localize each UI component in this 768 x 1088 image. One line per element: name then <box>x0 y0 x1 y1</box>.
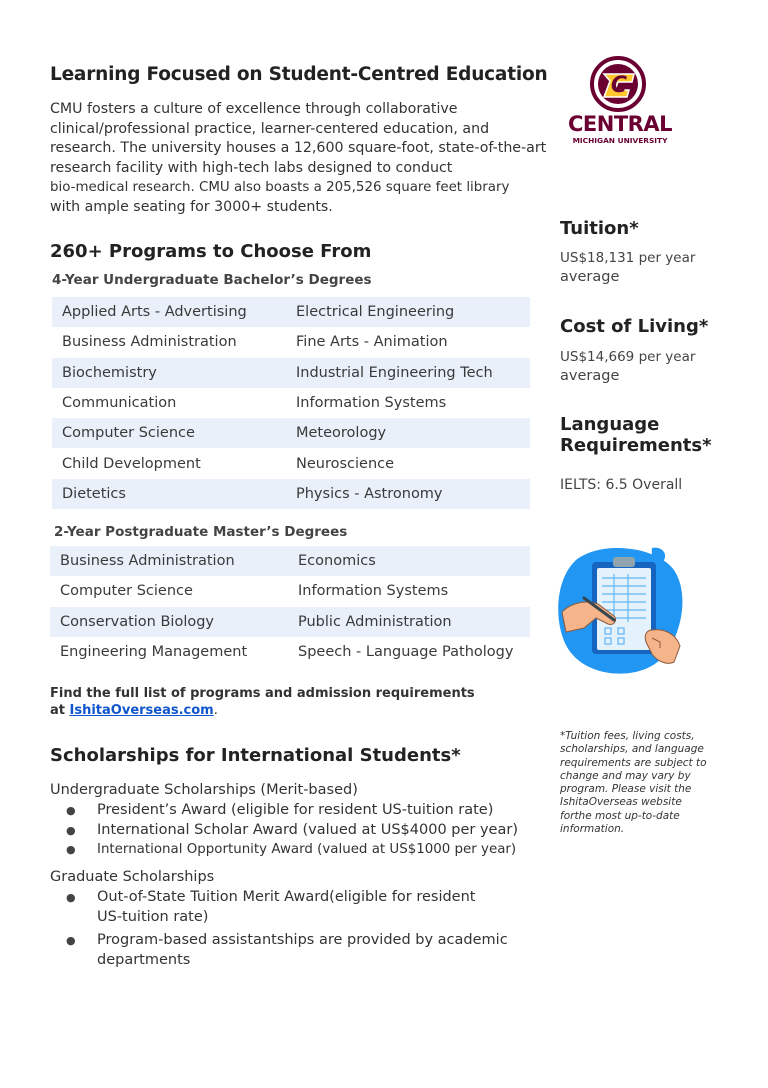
cmu-c-emblem-icon <box>560 56 680 114</box>
tuition-value <box>560 249 695 287</box>
program-cell: Business Administration <box>50 546 288 576</box>
table-row <box>52 418 530 448</box>
logo-wordmark: CENTRAL <box>568 112 672 136</box>
program-cell: Communication <box>62 395 177 412</box>
scholarships-heading: Scholarships for International Students* <box>50 745 461 766</box>
program-cell: Business Administration <box>62 334 237 351</box>
program-cell: Speech - Language Pathology <box>298 644 514 661</box>
table-row <box>52 479 530 509</box>
list-item: ● Program-based assistantships are provided by academic departments <box>50 931 528 970</box>
program-cell: Computer Science <box>52 418 286 448</box>
program-cell: Industrial Engineering Tech <box>286 358 530 388</box>
undergrad-heading: 4-Year Undergraduate Bachelor’s Degrees <box>52 272 372 288</box>
language-heading <box>560 414 712 456</box>
find-programs-note <box>50 685 475 719</box>
language-value: IELTS: 6.5 Overall <box>560 477 683 493</box>
table-row <box>52 388 530 418</box>
living-value <box>560 348 695 386</box>
table-row <box>50 637 530 667</box>
postgrad-heading: 2-Year Postgraduate Master’s Degrees <box>54 524 348 540</box>
list-item: ● Out-of-State Tuition Merit Award(eligible for resident US-tuition rate) <box>50 888 528 927</box>
program-cell: Applied Arts - Advertising <box>52 297 286 327</box>
undergrad-programs-table <box>52 297 530 509</box>
program-cell: Neuroscience <box>296 455 395 472</box>
find-note-prefix: at <box>50 703 70 718</box>
grad-scholarships-list <box>50 888 528 970</box>
intro-paragraph <box>50 100 547 217</box>
table-row <box>50 576 530 606</box>
intro-line: bio-medical research. CMU also boasts a 205,526 square feet library <box>50 180 510 195</box>
program-cell: Economics <box>288 546 530 576</box>
living-heading: Cost of Living* <box>560 316 709 337</box>
program-cell: Dietetics <box>52 479 286 509</box>
living-note: average <box>560 368 620 384</box>
intro-line: research. The university houses a 12,600 square-foot, state-of-the-art <box>50 140 547 156</box>
ishita-overseas-link[interactable]: IshitaOverseas.com <box>69 703 214 718</box>
disclaimer-note: *Tuition fees, living costs, scholarships, and language requirements are subject to change and may vary by program. Please visit the IshitaOverseas website forthe most up-to-date information. <box>560 730 707 836</box>
postgrad-programs-table <box>50 546 530 667</box>
program-cell: Computer Science <box>60 583 193 600</box>
program-cell: Public Administration <box>288 607 530 637</box>
list-item: ● President’s Award (eligible for resident US-tuition rate) <box>50 801 550 821</box>
intro-line: CMU fosters a culture of excellence through collaborative <box>50 101 458 117</box>
table-row <box>50 607 530 637</box>
program-cell: Electrical Engineering <box>286 297 530 327</box>
find-note-suffix: . <box>213 703 218 718</box>
undergrad-scholarships-label: Undergraduate Scholarships (Merit-based) <box>50 782 358 798</box>
intro-line: research facility with high-tech labs designed to conduct <box>50 159 453 176</box>
find-note-line2 <box>50 702 475 719</box>
tuition-amount: US$18,131 per year <box>560 250 696 266</box>
table-row <box>52 358 530 388</box>
undergrad-scholarships-list <box>50 801 550 860</box>
logo-subtext: MICHIGAN UNIVERSITY <box>572 136 668 145</box>
clipboard-illustration-icon <box>556 542 688 678</box>
tuition-heading: Tuition* <box>560 218 639 239</box>
program-cell: Biochemistry <box>52 358 286 388</box>
living-amount: US$14,669 per year <box>560 349 696 365</box>
language-heading-line: Language <box>560 414 660 435</box>
list-item: ● International Opportunity Award (valued at US$1000 per year) <box>50 840 550 860</box>
list-item: ● International Scholar Award (valued at US$4000 per year) <box>50 821 550 841</box>
language-heading-line: Requirements* <box>560 435 712 456</box>
table-row <box>52 448 530 478</box>
program-cell: Meteorology <box>286 418 530 448</box>
program-cell: Information Systems <box>296 395 447 412</box>
intro-line: with ample seating for 3000+ students. <box>50 198 333 215</box>
page-title: Learning Focused on Student-Centred Education <box>50 64 548 85</box>
intro-line: clinical/professional practice, learner-centered education, and <box>50 120 490 137</box>
program-cell: Engineering Management <box>60 644 248 661</box>
program-cell: Child Development <box>62 455 201 472</box>
program-cell: Information Systems <box>298 583 449 600</box>
programs-heading: 260+ Programs to Choose From <box>50 241 372 262</box>
grad-scholarships-label: Graduate Scholarships <box>50 869 215 885</box>
program-cell: Physics - Astronomy <box>286 479 530 509</box>
table-row <box>52 297 530 327</box>
program-cell: Fine Arts - Animation <box>296 334 448 351</box>
university-logo <box>560 56 680 146</box>
program-cell: Conservation Biology <box>50 607 288 637</box>
find-note-line: Find the full list of programs and admission requirements <box>50 686 475 701</box>
logo-letter: C <box>610 73 628 98</box>
table-row <box>50 546 530 576</box>
tuition-note: average <box>560 269 620 285</box>
table-row <box>52 327 530 357</box>
